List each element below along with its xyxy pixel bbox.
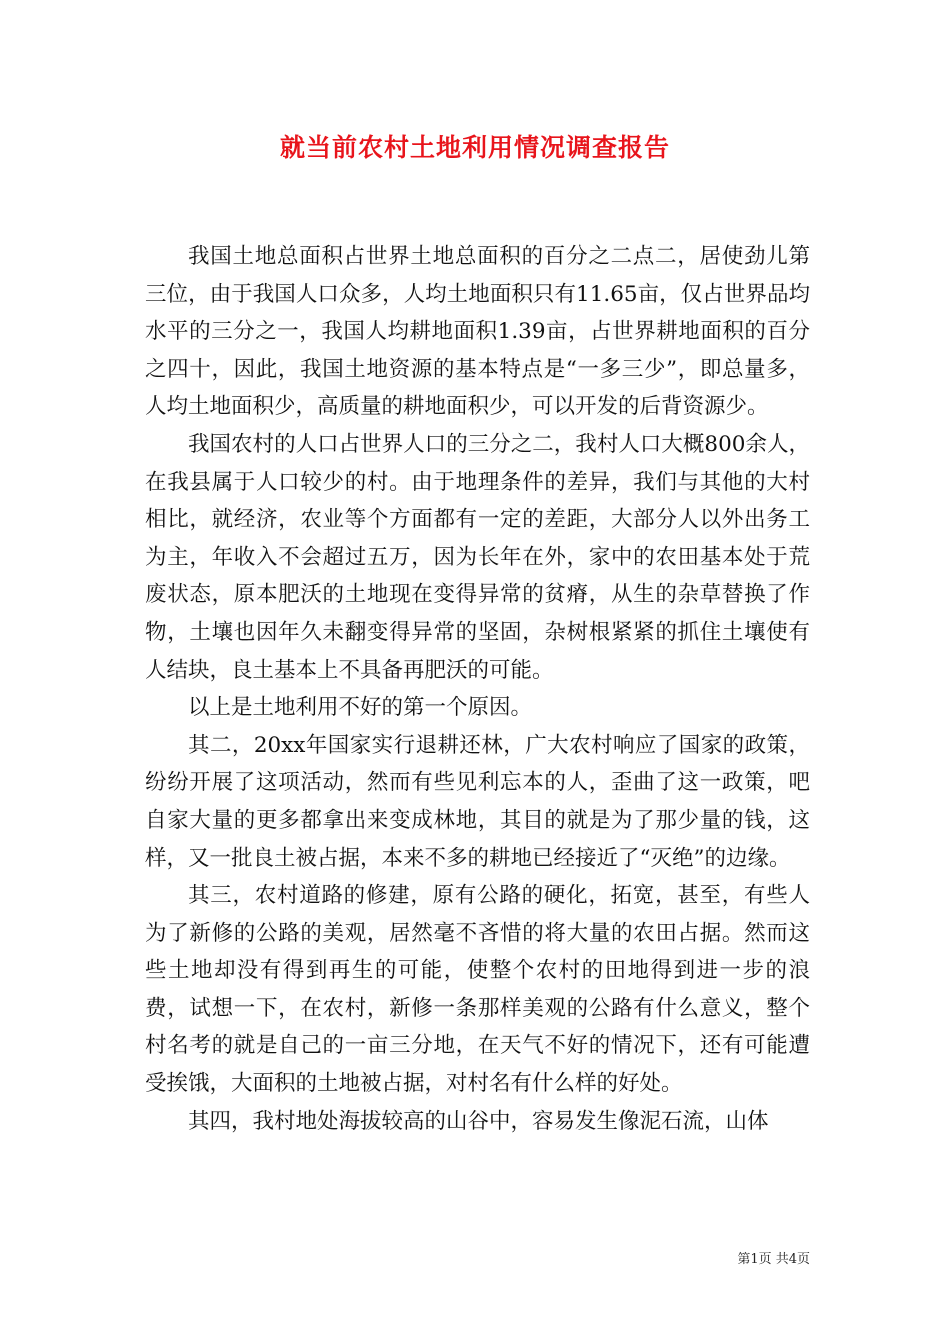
paragraph-4: 其二，20xx年国家实行退耕还林，广大农村响应了国家的政策，纷纷开展了这项活动，然而有些见利忘本的人，歪曲了这一政策，吧自家大量的更多都拿出来变成林地，其目的就是为了那少量的钱，这样，又一批良土被占据，本来不多的耕地已经接近了“灭绝”的边缘。: [145, 732, 810, 871]
page-number-footer: 第1页 共4页: [737, 1252, 810, 1267]
paragraph-1: 我国土地总面积占世界土地总面积的百分之二点二，居使劲儿第三位，由于我国人口众多，人均土地面积只有11.65亩，仅占世界品均水平的三分之一，我国人均耕地面积1.39亩，占世界耕地面积的百分之四十，因此，我国土地资源的基本特点是“一多三少”，即总量多，人均土地面积少，高质量的耕地面积少，可以开发的后背资源少。: [145, 244, 810, 420]
paragraph-2: 我国农村的人口占世界人口的三分之二，我村人口大概800余人，在我县属于人口较少的村。由于地理条件的差异，我们与其他的大村相比，就经济，农业等个方面都有一定的差距，大部分人以外出务工为主，年收入不会超过五万，因为长年在外，家中的农田基本处于荒废状态，原本肥沃的土地现在变得异常的贫瘠，从生的杂草替换了作物，土壤也因年久未翻变得异常的坚固，杂树根紧紧的抓住土壤使有人结块，良土基本上不具备再肥沃的可能。: [145, 431, 810, 683]
document-body: [145, 238, 810, 1140]
paragraph-5: 其三，农村道路的修建，原有公路的硬化，拓宽，甚至，有些人为了新修的公路的美观，居然毫不吝惜的将大量的农田占据。然而这些土地却没有得到再生的可能，使整个农村的田地得到进一步的浪费，试想一下，在农村，新修一条那样美观的公路有什么意义，整个村名考的就是自己的一亩三分地，在天气不好的情况下，还有可能遭受挨饿，大面积的土地被占据，对村名有什么样的好处。: [145, 883, 810, 1097]
paragraph-6: 其四，我村地处海拔较高的山谷中，容易发生像泥石流，山体: [188, 1108, 769, 1134]
document-title: 就当前农村土地利用情况调查报告: [279, 133, 670, 162]
paragraph-3: 以上是土地利用不好的第一个原因。: [188, 695, 533, 721]
